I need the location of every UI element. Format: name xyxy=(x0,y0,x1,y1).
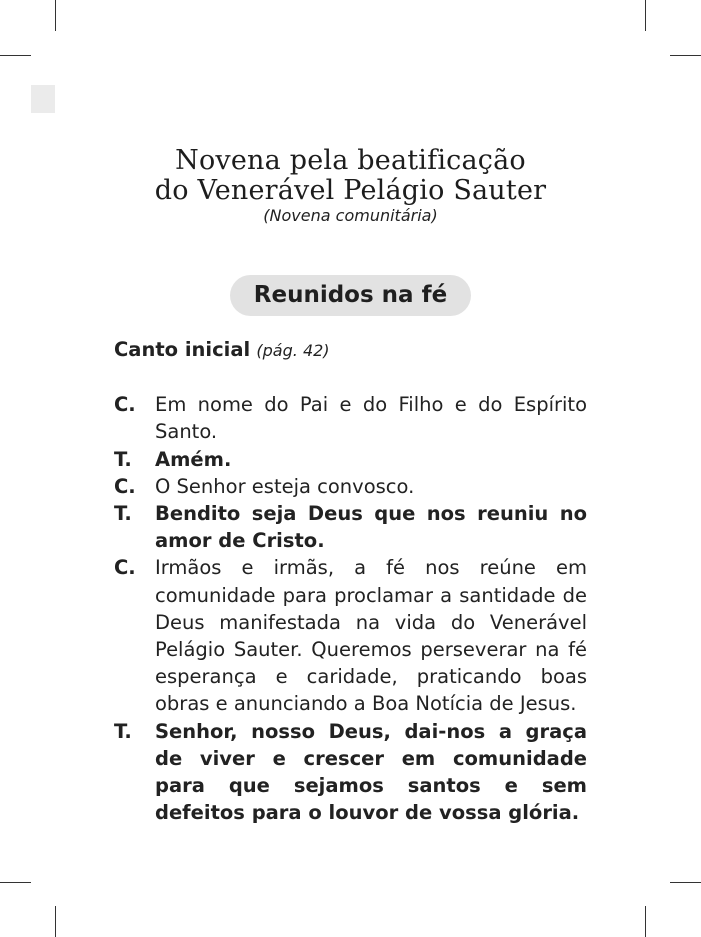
speaker-mark: T. xyxy=(114,447,132,471)
title-line-2: do Venerável Pelágio Sauter xyxy=(154,175,547,206)
crop-mark xyxy=(670,55,701,56)
speaker-mark: C. xyxy=(114,393,136,417)
dialogue-line xyxy=(114,473,587,500)
crop-mark xyxy=(55,0,56,31)
page-tab-block xyxy=(31,85,55,113)
dialogue-line xyxy=(114,446,587,473)
canto-page-ref: (pág. 42) xyxy=(256,341,330,360)
crop-mark xyxy=(645,0,646,31)
dialogue-text: Irmãos e irmãs, a fé nos reúne em comunidade para proclamar a santidade de Deus manifestada na vida do Venerável Pelágio Sauter. Queremos perseverar na fé esperança e caridade, praticando boas obras e anunciando a Boa Notícia de Jesus. xyxy=(155,556,587,716)
speaker-mark: T. xyxy=(114,719,132,743)
speaker-mark: C. xyxy=(114,556,136,580)
liturgy-content xyxy=(114,336,587,826)
dialogue-text: O Senhor esteja convosco. xyxy=(155,474,415,498)
crop-mark xyxy=(55,906,56,937)
crop-mark xyxy=(0,55,31,56)
dialogue-text: Em nome do Pai e do Filho e do Espírito Santo. xyxy=(155,393,587,444)
page-title xyxy=(0,146,701,206)
dialogue-line xyxy=(114,391,587,445)
dialogue-line xyxy=(114,500,587,554)
section-heading: Reunidos na fé xyxy=(230,275,471,316)
dialogue-line xyxy=(114,718,587,827)
dialogue-text: Amém. xyxy=(155,447,232,471)
dialogue-text: Bendito seja Deus que nos reuniu no amor de Cristo. xyxy=(155,502,587,553)
dialogue-line xyxy=(114,554,587,717)
crop-mark xyxy=(670,882,701,883)
speaker-mark: T. xyxy=(114,502,132,526)
crop-mark xyxy=(645,906,646,937)
speaker-mark: C. xyxy=(114,474,136,498)
crop-mark xyxy=(0,882,31,883)
canto-label: Canto inicial xyxy=(114,338,251,361)
dialogue-text: Senhor, nosso Deus, dai-nos a graça de viver e crescer em comunidade para que sejamos santos e sem defeitos para o louvor de vossa glória. xyxy=(155,719,587,825)
canto-inicial xyxy=(114,336,587,364)
page-subtitle: (Novena comunitária) xyxy=(263,206,438,225)
title-line-1: Novena pela beatificação xyxy=(175,145,526,176)
